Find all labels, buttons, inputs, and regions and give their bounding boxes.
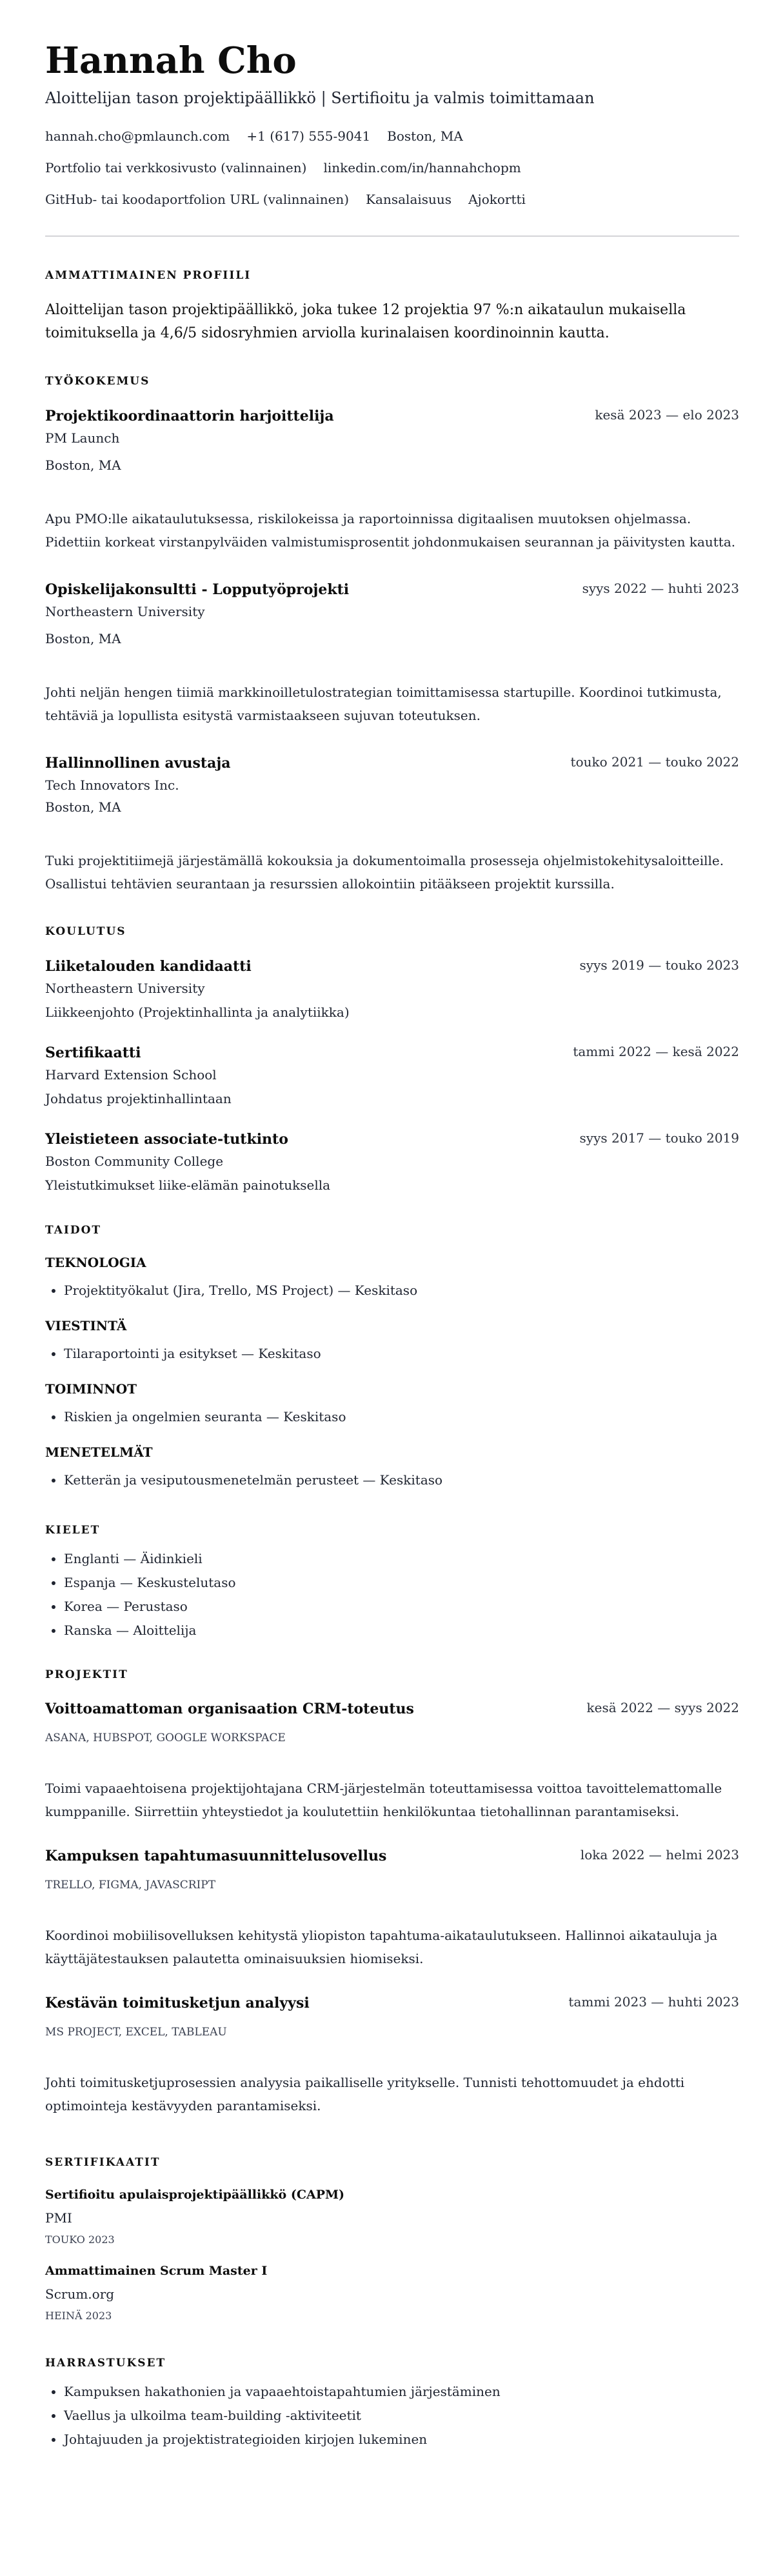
skill-group-heading: TOIMINNOT	[45, 1381, 137, 1397]
github-link[interactable]: GitHub- tai koodaportfolion URL (valinnainen)	[45, 192, 350, 207]
certification-name: Sertifioitu apulaisprojektipäällikkö (CAPM)	[45, 2188, 345, 2202]
certification-name: Ammattimainen Scrum Master I	[45, 2264, 268, 2278]
skill-item: • Projektityökalut (Jira, Trello, MS Project) — Keskitaso	[64, 1281, 739, 1299]
education-section	[45, 924, 739, 1194]
skill-group-heading: MENETELMÄT	[45, 1444, 153, 1460]
field-of-study: Liikkeenjohto (Projektinhallinta ja analytiikka)	[45, 1004, 350, 1020]
citizenship: Kansalaisuus	[366, 192, 452, 207]
resume-header	[45, 40, 739, 208]
profile-summary: Aloittelijan tason projektipäällikkö, joka tukee 12 projektia 97 %:n aikataulun mukaisella toimituksella ja 4,6/5 sidosryhmien arviolla kurinalaisen koordinoinnin kautta.	[45, 302, 686, 341]
job-entry	[45, 406, 739, 554]
job-title: Projektikoordinaattorin harjoittelija	[45, 408, 334, 424]
contact-row	[45, 159, 739, 177]
skill-list	[45, 1344, 739, 1363]
interest-item: • Kampuksen hakathonien ja vapaaehtoistapahtumien järjestäminen	[64, 2380, 739, 2404]
certification-issuer: Scrum.org	[45, 2286, 115, 2302]
project-dates: tammi 2023 — huhti 2023	[568, 1994, 739, 2010]
section-heading: TYÖKOKEMUS	[45, 375, 150, 388]
project-tech: MS PROJECT, EXCEL, TABLEAU	[45, 2026, 227, 2039]
email[interactable]: hannah.cho@pmlaunch.com	[45, 128, 230, 144]
job-location: Boston, MA	[45, 631, 121, 646]
skill-group-heading: TEKNOLOGIA	[45, 1255, 146, 1270]
section-heading: PROJEKTIT	[45, 1668, 128, 1681]
certification-issuer: PMI	[45, 2210, 72, 2226]
section-heading: TAIDOT	[45, 1224, 102, 1237]
degree: Yleistieteen associate-tutkinto	[45, 1131, 288, 1148]
section-heading: KIELET	[45, 1524, 101, 1537]
portfolio-link[interactable]: Portfolio tai verkkosivusto (valinnainen)	[45, 160, 307, 175]
languages-section	[45, 1523, 739, 1642]
profile-section	[45, 268, 739, 345]
skill-item: • Ketterän ja vesiputousmenetelmän perusteet — Keskitaso	[64, 1471, 739, 1489]
education-entry	[45, 1130, 739, 1194]
education-dates: syys 2019 — touko 2023	[579, 957, 739, 973]
section-heading: AMMATTIMAINEN PROFIILI	[45, 269, 252, 282]
skill-list	[45, 1408, 739, 1426]
school: Harvard Extension School	[45, 1067, 217, 1083]
project-title: Voittoamattoman organisaation CRM-toteutus	[45, 1701, 414, 1717]
field-of-study: Yleistutkimukset liike-elämän painotuksella	[45, 1177, 331, 1193]
job-dates: syys 2022 — huhti 2023	[582, 581, 739, 596]
job-dates: kesä 2023 — elo 2023	[595, 407, 739, 423]
language-list	[45, 1547, 739, 1642]
contact-row	[45, 127, 739, 145]
project-entry	[45, 1699, 739, 1823]
skill-item: • Riskien ja ongelmien seuranta — Keskitaso	[64, 1408, 739, 1426]
skill-list	[45, 1281, 739, 1299]
project-description: Koordinoi mobiilisovelluksen kehitystä yliopiston tapahtuma-aikataulutukseen. Hallinnoi aikatauluja ja käyttäjätestauksen palautetta ominaisuuksien hiomiseksi.	[45, 1928, 718, 1966]
language-item: • Korea — Perustaso	[64, 1595, 739, 1619]
contact-row	[45, 190, 739, 208]
project-entry	[45, 1846, 739, 1970]
language-item: • Englanti — Äidinkieli	[64, 1547, 739, 1571]
degree: Sertifikaatti	[45, 1044, 141, 1061]
linkedin-link[interactable]: linkedin.com/in/hannahchopm	[323, 160, 521, 175]
education-entry	[45, 1043, 739, 1108]
project-title: Kampuksen tapahtumasuunnittelusovellus	[45, 1848, 387, 1864]
job-title: Hallinnollinen avustaja	[45, 755, 231, 772]
certifications-section	[45, 2155, 739, 2324]
job-description: Apu PMO:lle aikataulutuksessa, riskilokeissa ja raportoinnissa digitaalisen muutoksen ohjelmassa. Pidettiin korkeat virstanpylväiden valmistumisprosentit johdonmukaisen seurannan ja päivitysten kautta.	[45, 511, 736, 550]
header-divider	[45, 235, 739, 237]
interest-list	[45, 2380, 739, 2451]
section-heading: KOULUTUS	[45, 925, 126, 938]
degree: Liiketalouden kandidaatti	[45, 958, 252, 975]
job-entry	[45, 580, 739, 727]
drivers-license: Ajokortti	[468, 192, 526, 207]
job-company: Tech Innovators Inc.	[45, 777, 179, 793]
interest-item: • Johtajuuden ja projektistrategioiden kirjojen lukeminen	[64, 2428, 739, 2451]
section-heading: HARRASTUKSET	[45, 2357, 166, 2370]
projects-section	[45, 1667, 739, 2117]
project-tech: ASANA, HUBSPOT, GOOGLE WORKSPACE	[45, 1732, 286, 1744]
education-dates: tammi 2022 — kesä 2022	[573, 1044, 739, 1059]
job-description: Tuki projektitiimejä järjestämällä kokouksia ja dokumentoimalla prosesseja ohjelmistokehitysaloitteille. Osallistui tehtävien seurantaan ja resurssien allokointiin pitääkseen projektit kurssilla.	[45, 853, 724, 892]
language-item: • Espanja — Keskustelutaso	[64, 1571, 739, 1595]
education-entry	[45, 957, 739, 1021]
phone[interactable]: +1 (617) 555-9041	[246, 128, 371, 144]
skill-list	[45, 1471, 739, 1489]
headline: Aloittelijan tason projektipäällikkö | Sertifioitu ja valmis toimittamaan	[45, 89, 595, 107]
job-company: PM Launch	[45, 430, 120, 446]
language-item: • Ranska — Aloittelija	[64, 1619, 739, 1642]
skill-item: • Tilaraportointi ja esitykset — Keskitaso	[64, 1344, 739, 1363]
interests-section	[45, 2355, 739, 2451]
section-heading: SERTIFIKAATIT	[45, 2156, 161, 2169]
school: Northeastern University	[45, 981, 205, 996]
project-title: Kestävän toimitusketjun analyysi	[45, 1995, 310, 2012]
certification-entry	[45, 2262, 739, 2324]
job-entry	[45, 754, 739, 895]
interest-item: • Vaellus ja ulkoilma team-building -aktiviteetit	[64, 2404, 739, 2428]
location: Boston, MA	[387, 128, 463, 144]
job-description: Johti neljän hengen tiimiä markkinoilletulostrategian toimittamisessa startupille. Koordinoi tutkimusta, tehtäviä ja lopullista esitystä varmistaakseen sujuvan toteutuksen.	[45, 684, 722, 723]
experience-section	[45, 374, 739, 895]
job-title: Opiskelijakonsultti - Lopputyöprojekti	[45, 581, 350, 598]
job-company: Northeastern University	[45, 604, 205, 619]
skills-section	[45, 1223, 739, 1489]
job-dates: touko 2021 — touko 2022	[570, 754, 739, 770]
project-tech: TRELLO, FIGMA, JAVASCRIPT	[45, 1879, 216, 1892]
project-description: Toimi vapaaehtoisena projektijohtajana CRM-järjestelmän toteuttamisessa voittoa tavoittelemattomalle kumppanille. Siirrettiin yhteystiedot ja koulutettiin henkilökuntaa tietohallinnan parantamiseksi.	[45, 1781, 722, 1819]
certification-entry	[45, 2186, 739, 2248]
project-description: Johti toimitusketjuprosessien analyysia paikalliselle yritykselle. Tunnisti tehottomuudet ja ehdotti optimointeja kestävyyden parantamiseksi.	[45, 2075, 685, 2113]
job-location: Boston, MA	[45, 457, 121, 473]
skill-group-heading: VIESTINTÄ	[45, 1318, 127, 1333]
project-dates: loka 2022 — helmi 2023	[580, 1847, 739, 1862]
project-entry	[45, 1993, 739, 2117]
project-dates: kesä 2022 — syys 2022	[586, 1700, 739, 1715]
candidate-name: Hannah Cho	[45, 39, 297, 82]
certification-date: TOUKO 2023	[45, 2233, 115, 2246]
school: Boston Community College	[45, 1153, 224, 1169]
certification-date: HEINÄ 2023	[45, 2310, 112, 2322]
education-dates: syys 2017 — touko 2019	[579, 1130, 739, 1146]
job-location: Boston, MA	[45, 799, 121, 815]
field-of-study: Johdatus projektinhallintaan	[45, 1091, 232, 1106]
